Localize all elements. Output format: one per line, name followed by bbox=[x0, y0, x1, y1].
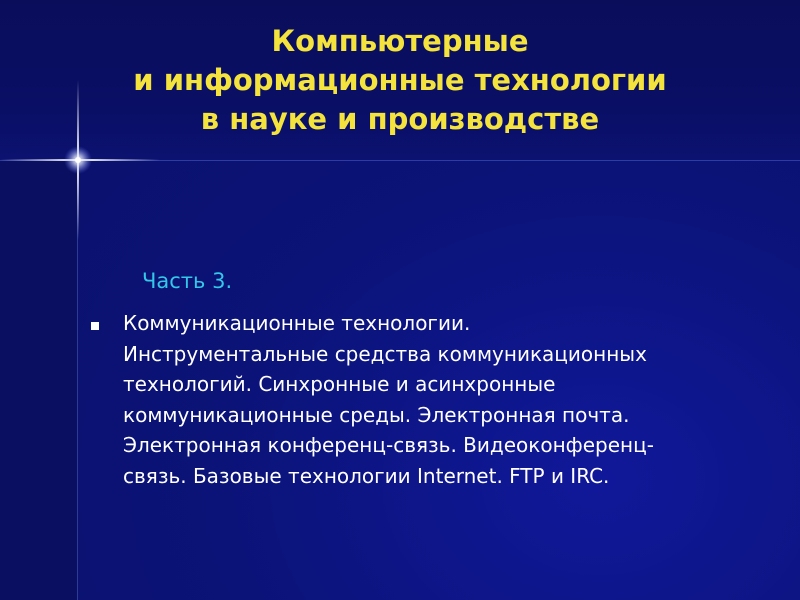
slide-title bbox=[80, 22, 720, 139]
slide-body-text bbox=[123, 308, 768, 491]
slide-subtitle: Часть 3. bbox=[142, 269, 233, 293]
body-line-5: Электронная конференц-связь. Видеоконференц- bbox=[123, 433, 654, 457]
body-line-3: технологий. Синхронные и асинхронные bbox=[123, 372, 556, 396]
bullet-square-icon bbox=[91, 322, 99, 330]
title-line-1: Компьютерные bbox=[271, 24, 529, 58]
title-line-2: и информационные технологии bbox=[133, 63, 667, 97]
body-line-4: коммуникационные среды. Электронная почта. bbox=[123, 402, 630, 427]
body-line-6: связь. Базовые технологии Internet. FTP и IRC. bbox=[123, 463, 610, 488]
title-line-3: в науке и производстве bbox=[200, 102, 600, 136]
body-line-2: Инструментальные средства коммуникационных bbox=[123, 341, 647, 366]
body-line-1: Коммуникационные технологии. bbox=[123, 311, 471, 335]
